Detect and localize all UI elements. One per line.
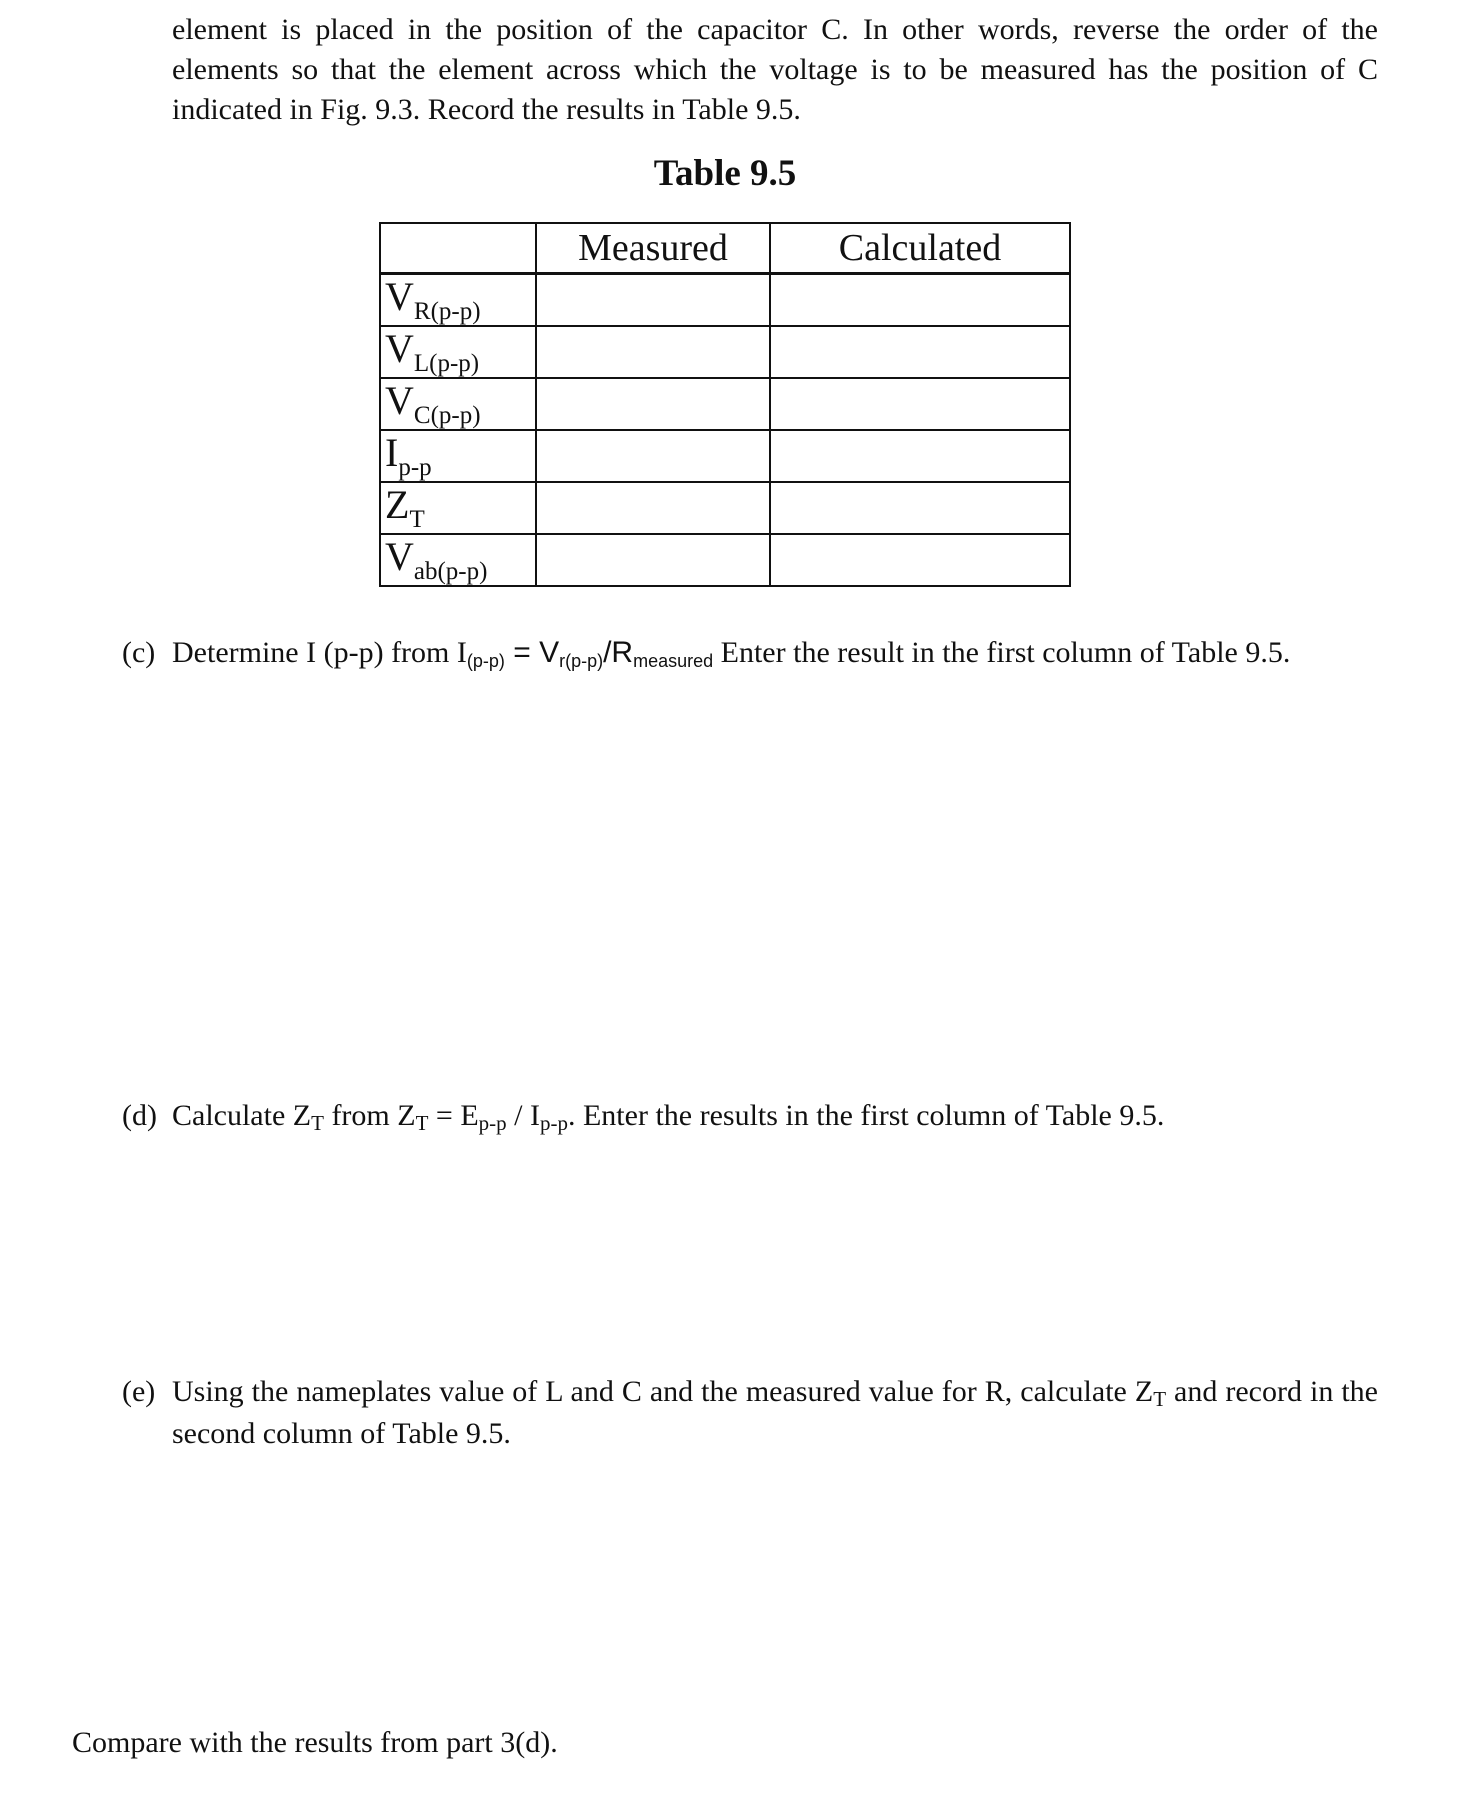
cell-calculated-ipp	[770, 430, 1070, 482]
cell-calculated-vc	[770, 378, 1070, 430]
cell-measured-vr	[536, 274, 770, 327]
cell-calculated-vab	[770, 534, 1070, 586]
item-e-label: (e)	[122, 1375, 156, 1408]
compare-note: Compare with the results from part 3(d).	[72, 1726, 558, 1759]
table-row	[380, 430, 1070, 482]
item-d-label: (d)	[122, 1099, 157, 1132]
row-label-vc: $V_{C(p-p)}$	[380, 378, 536, 430]
table-title: Table 9.5	[653, 153, 797, 194]
cell-measured-vc	[536, 378, 770, 430]
row-label-vr: $V_{R(p-p)}$	[380, 274, 536, 327]
cell-measured-zt	[536, 482, 770, 534]
item-d-text: Calculate ZT from ZT = Ep-p / Ip-p. Enter the results in the first column of Table 9.5.	[172, 1099, 1165, 1135]
cell-measured-ipp	[536, 430, 770, 482]
results-table	[379, 222, 1071, 587]
cell-calculated-vr	[770, 274, 1070, 327]
header-calculated: Calculated	[770, 223, 1070, 274]
row-label-ipp: $I_{p-p}$	[380, 430, 536, 482]
item-c-label: (c)	[122, 636, 156, 669]
table-row	[380, 534, 1070, 586]
intro-paragraph: element is placed in the position of the capacitor C. In other words, reverse the order of the elements so that the element across which the voltage is to be measured has the position of C indicated in Fig. 9.3. Record the results in Table 9.5.	[172, 13, 1378, 126]
table-row	[380, 378, 1070, 430]
header-measured: Measured	[536, 223, 770, 274]
cell-measured-vl	[536, 326, 770, 378]
cell-calculated-zt	[770, 482, 1070, 534]
cell-calculated-vl	[770, 326, 1070, 378]
item-e-text: Using the nameplates value of L and C and the measured value for R, calculate ZT and record in the second column of Table 9.5.	[172, 1375, 1378, 1450]
cell-measured-vab	[536, 534, 770, 586]
table-row	[380, 274, 1070, 327]
row-label-zt: $Z_T$	[380, 482, 536, 534]
row-label-vl: $V_{L(p-p)}$	[380, 326, 536, 378]
table-row	[380, 326, 1070, 378]
table-row	[380, 482, 1070, 534]
item-c-text: Determine I (p-p) from I(p-p) = Vr(p-p)/Rmeasured Enter the result in the first column of Table 9.5.	[172, 636, 1291, 671]
row-label-vab: $V_{ab(p-p)}$	[380, 534, 536, 586]
table-header-row	[380, 223, 1070, 274]
header-blank	[380, 223, 536, 274]
